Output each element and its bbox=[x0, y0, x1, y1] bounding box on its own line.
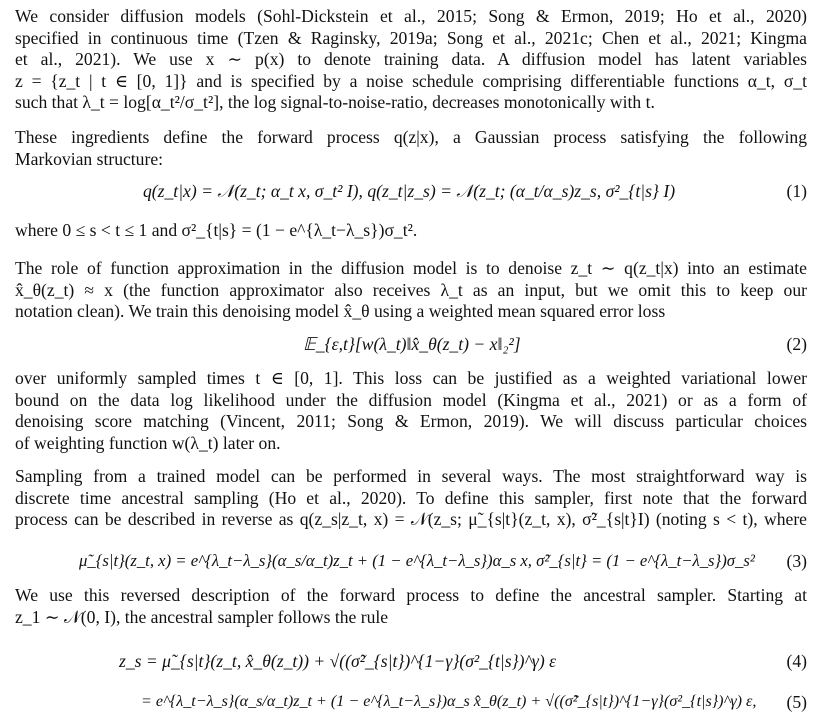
text-line: The role of function approximation in the diffusion model is to denoise z_t ∼ q(z_t|x) into an estimate bbox=[15, 258, 807, 278]
text-line: We consider diffusion models (Sohl-Dickstein et al., 2015; Song & Ermon, 2019; Ho et al., 2020) bbox=[15, 6, 807, 26]
equation-number: (1) bbox=[786, 181, 807, 201]
equation-number: (2) bbox=[786, 334, 807, 354]
text-line: bound on the data log likelihood under the diffusion model (Kingma et al., 2021) or as a form of bbox=[15, 389, 807, 410]
text-line: et al., 2021). We use x ∼ p(x) to denote training data. A diffusion model has latent variables bbox=[15, 49, 807, 70]
equation-4 bbox=[15, 648, 807, 674]
equation-5 bbox=[15, 689, 807, 715]
paragraph-where bbox=[15, 220, 807, 242]
text-line: of weighting function w(λ_t) later on. bbox=[15, 432, 281, 453]
text-line: notation clean). We train this denoising model x̂_θ using a weighted mean squared error loss bbox=[15, 301, 666, 322]
equation-body: μ̃_{s|t}(z_t, x) = e^{λ_t−λ_s}(α_s/α_t)z_t + (1 − e^{λ_t−λ_s})α_s x, σ̃²_{s|t} = (1 − e^{λ_t−λ_s})σ_s² bbox=[79, 551, 755, 570]
equation-body: 𝔼_{ε,t}[w(λ_t)‖x̂_θ(z_t) − x‖₂²] bbox=[303, 334, 521, 354]
paragraph-function-approx bbox=[15, 258, 807, 323]
text-line: Markovian structure: bbox=[15, 148, 164, 169]
text-line: over uniformly sampled times t ∈ [0, 1]. This loss can be justified as a weighted variational lower bbox=[15, 368, 807, 388]
paragraph-ancestral bbox=[15, 585, 807, 628]
equation-number: (3) bbox=[786, 551, 807, 571]
equation-1 bbox=[15, 178, 807, 204]
equation-3 bbox=[15, 548, 807, 574]
paragraph-intro bbox=[15, 6, 807, 114]
text-line: specified in continuous time (Tzen & Raginsky, 2019a; Song et al., 2021c; Chen et al., 2021; Kingma bbox=[15, 27, 807, 48]
text-line: discrete time ancestral sampling (Ho et al., 2020). To define this sampler, first note that the forward bbox=[15, 487, 807, 508]
text-line: denoising score matching (Vincent, 2011; Song & Ermon, 2019). We will discuss particular choices bbox=[15, 411, 807, 432]
equation-number: (5) bbox=[786, 692, 807, 712]
paragraph-sampling bbox=[15, 466, 807, 531]
equation-number: (4) bbox=[786, 651, 807, 671]
equation-body: = e^{λ_t−λ_s}(α_s/α_t)z_t + (1 − e^{λ_t−λ_s})α_s x̂_θ(z_t) + √((σ̃²_{s|t})^{1−γ}(σ²_{t|s})^γ) ε, bbox=[141, 693, 757, 710]
equation-2 bbox=[15, 331, 807, 357]
text-line: such that λ_t = log[α_t²/σ_t²], the log signal-to-noise-ratio, decreases monotonically with t. bbox=[15, 92, 655, 113]
text-line: These ingredients define the forward process q(z|x), a Gaussian process satisfying the following bbox=[15, 127, 807, 147]
text-line: x̂_θ(z_t) ≈ x (the function approximator also receives λ_t as an input, but we omit this to keep our bbox=[15, 279, 807, 300]
text-line: We use this reversed description of the forward process to define the ancestral sampler. Starting at bbox=[15, 585, 807, 605]
paragraph-loss bbox=[15, 368, 807, 454]
paragraph-forward-process bbox=[15, 127, 807, 170]
text-line: z = {z_t | t ∈ [0, 1]} and is specified by a noise schedule comprising differentiable functions α_t, σ_t bbox=[15, 70, 807, 91]
text-line: z_1 ∼ 𝒩(0, I), the ancestral sampler follows the rule bbox=[15, 606, 389, 627]
equation-body: q(z_t|x) = 𝒩(z_t; α_t x, σ_t² I), q(z_t|z_s) = 𝒩(z_t; (α_t/α_s)z_s, σ²_{t|s} I) bbox=[143, 181, 676, 201]
text-line: process can be described in reverse as q(z_s|z_t, x) = 𝒩(z_s; μ̃_{s|t}(z_t, x), σ̃²_{s|t}I) (noting s < t), where bbox=[15, 509, 807, 530]
text-line: Sampling from a trained model can be performed in several ways. The most straightforward way is bbox=[15, 466, 807, 486]
equation-body: z_s = μ̃_{s|t}(z_t, x̂_θ(z_t)) + √((σ̃²_{s|t})^{1−γ}(σ²_{t|s})^γ) ε bbox=[119, 651, 557, 671]
text-line: where 0 ≤ s < t ≤ 1 and σ²_{t|s} = (1 − e^{λ_t−λ_s})σ_t². bbox=[15, 220, 418, 240]
